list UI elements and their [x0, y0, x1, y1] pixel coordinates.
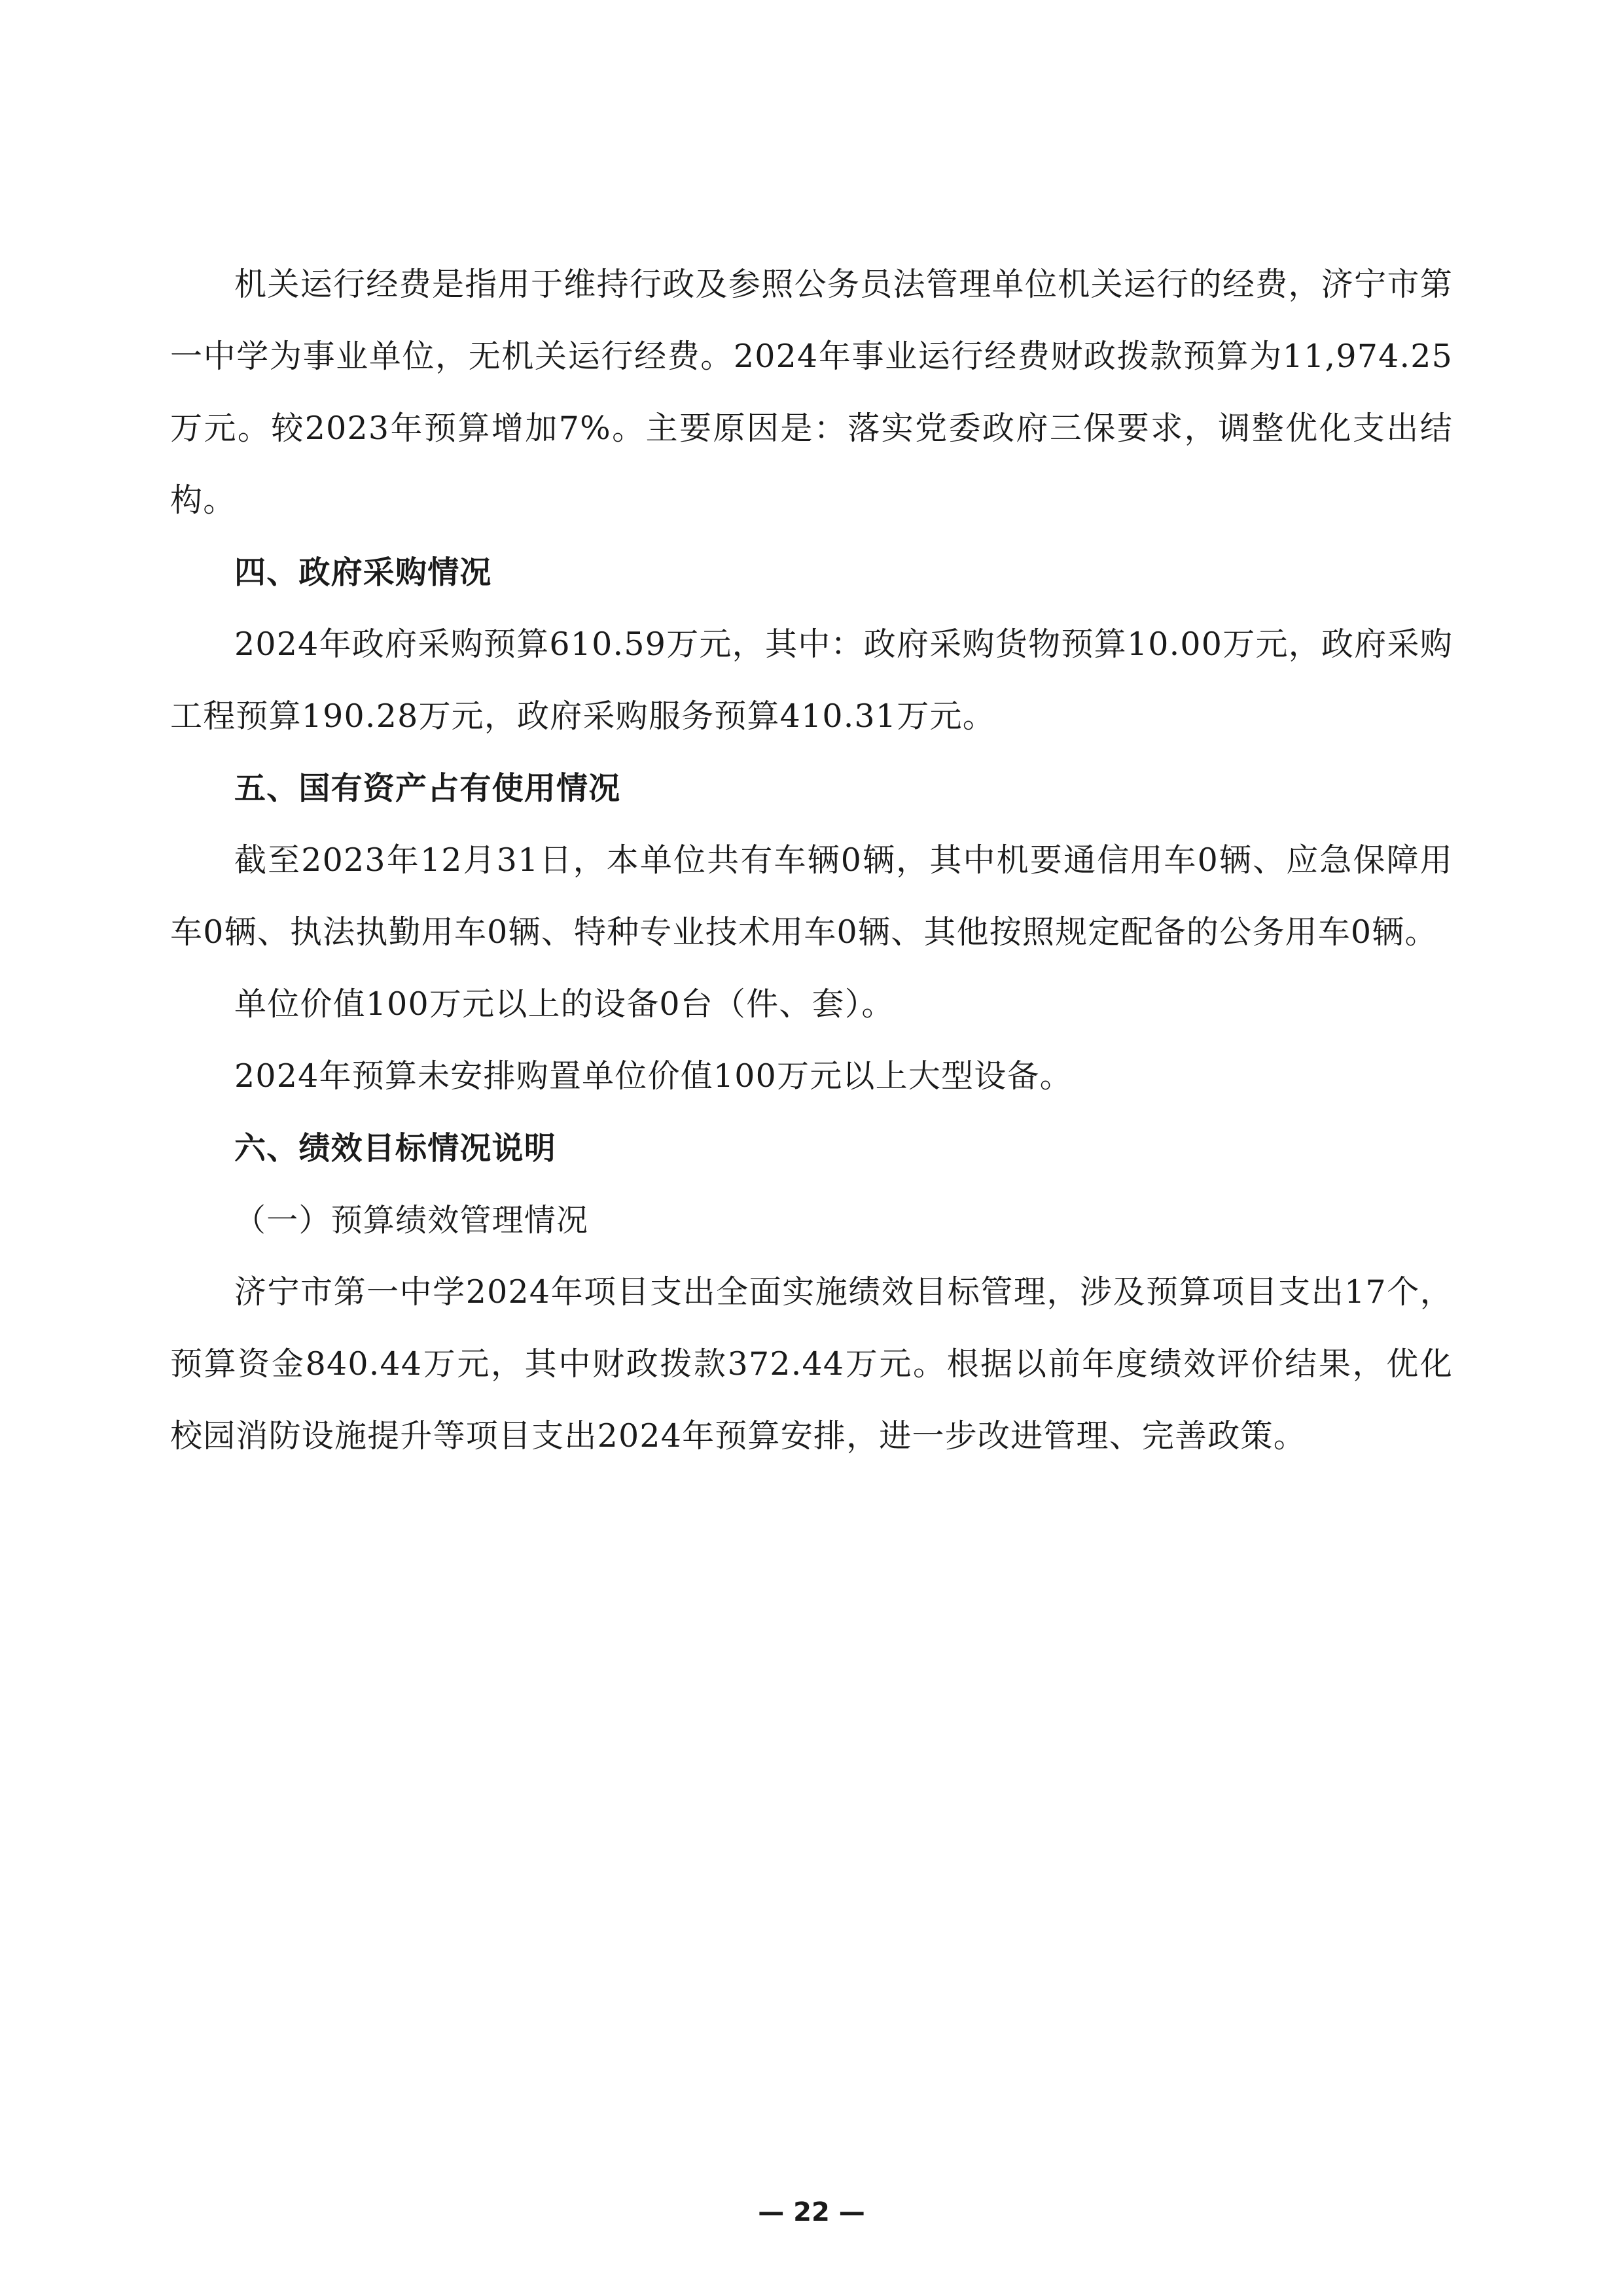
page-number: — 22 —: [758, 2197, 865, 2227]
paragraph-large-equipment: 2024年预算未安排购置单位价值100万元以上大型设备。: [234, 1057, 1073, 1095]
section-heading-performance: 六、绩效目标情况说明: [234, 1130, 557, 1167]
subsection-heading-budget-performance: （一）预算绩效管理情况: [234, 1202, 589, 1239]
paragraph-vehicles: 截至2023年12月31日，本单位共有车辆0辆，其中机要通信用车0辆、应急保障用车0辆、执法执勤用车0辆、特种专业技术用车0辆、其他按照规定配备的公务用车0辆。: [170, 841, 1453, 951]
section-heading-assets: 五、国有资产占有使用情况: [234, 770, 621, 807]
paragraph-equipment: 单位价值100万元以上的设备0台（件、套）。: [234, 985, 895, 1023]
paragraph-operating-expenses: 机关运行经费是指用于维持行政及参照公务员法管理单位机关运行的经费，济宁市第一中学为事业单位，无机关运行经费。2024年事业运行经费财政拨款预算为11,974.25万元。较2023年预算增加7%。主要原因是：落实党委政府三保要求，调整优化支出结构。: [170, 266, 1453, 519]
paragraph-procurement: 2024年政府采购预算610.59万元，其中：政府采购货物预算10.00万元，政府采购工程预算190.28万元，政府采购服务预算410.31万元。: [170, 626, 1453, 735]
document-body: [170, 249, 1453, 1472]
paragraph-performance-management: 济宁市第一中学2024年项目支出全面实施绩效目标管理，涉及预算项目支出17个，预算资金840.44万元，其中财政拨款372.44万元。根据以前年度绩效评价结果，优化校园消防设施提升等项目支出2024年预算安排，进一步改进管理、完善政策。: [170, 1273, 1453, 1455]
section-heading-procurement: 四、政府采购情况: [234, 554, 492, 591]
